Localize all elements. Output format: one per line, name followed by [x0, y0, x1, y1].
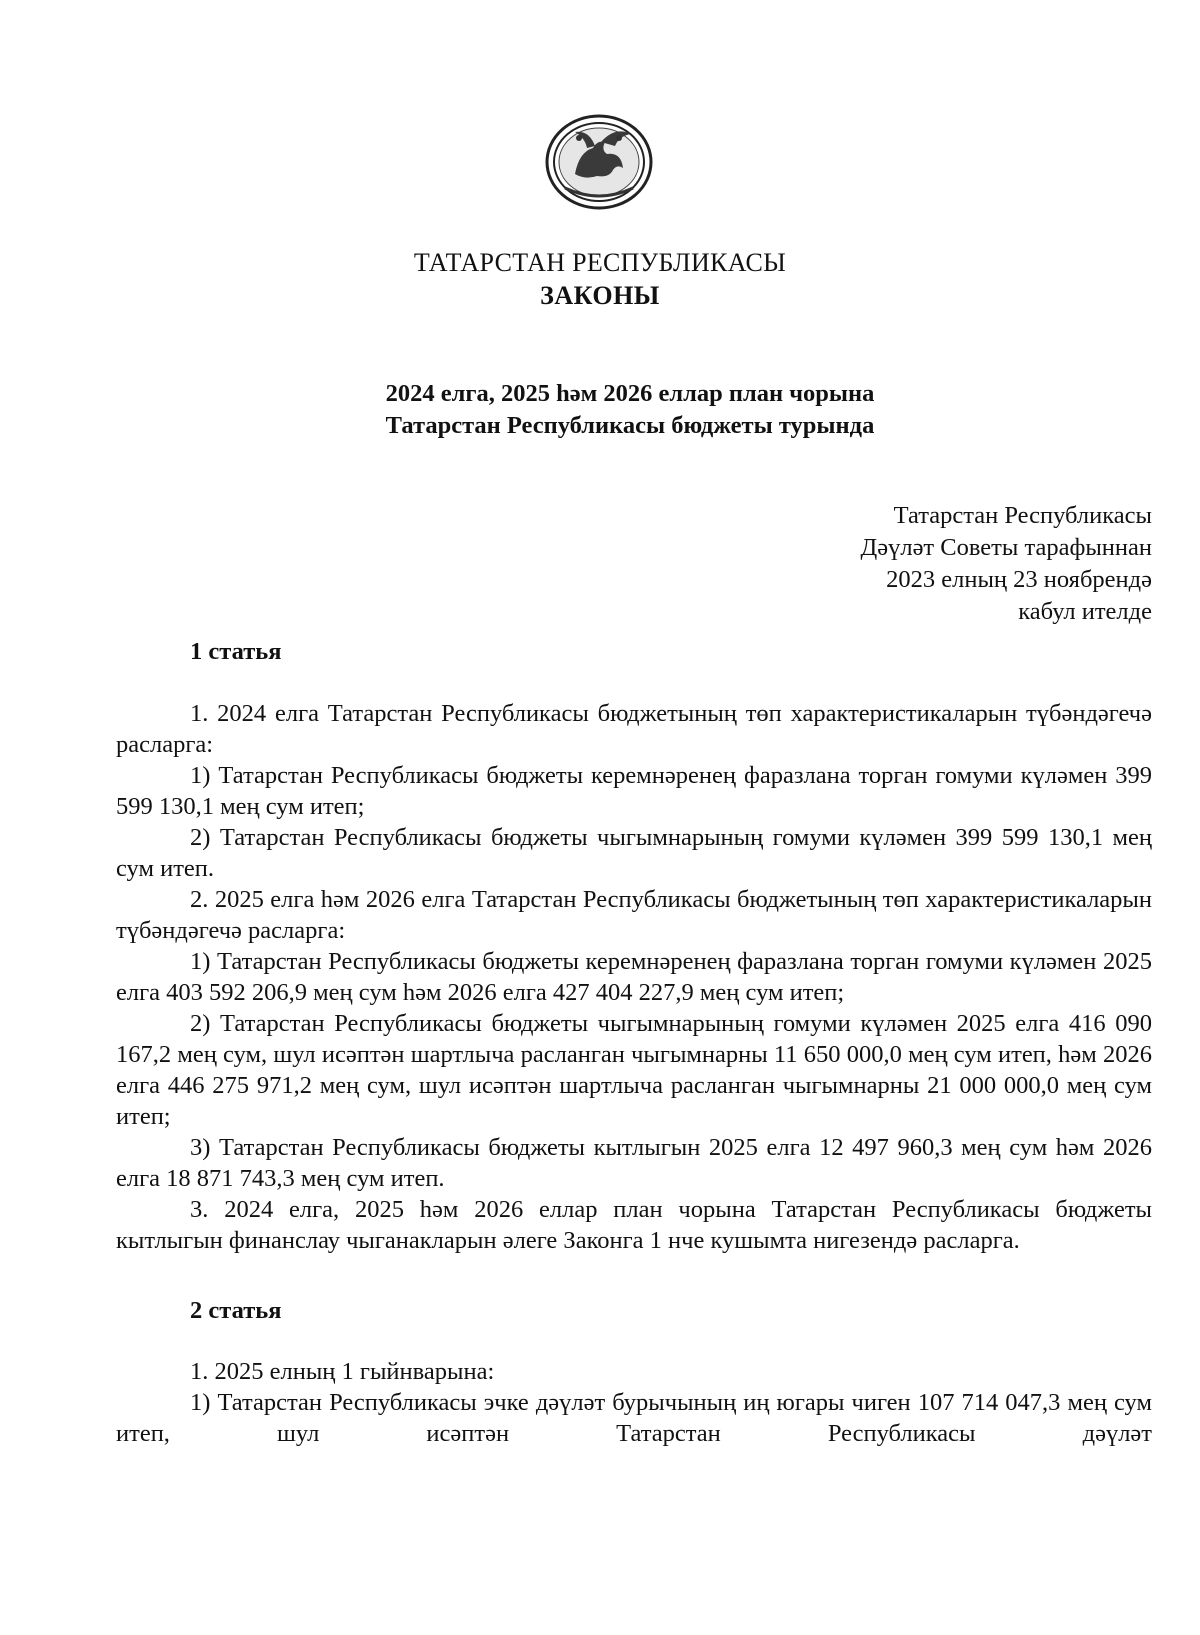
adoption-note: [861, 500, 1153, 628]
paragraph: 1. 2025 елның 1 гыйнварына:: [190, 1358, 495, 1385]
coat-of-arms-icon: [535, 112, 663, 216]
law-title-line-1: 2024 елга, 2025 һәм 2026 еллар план чорына: [385, 380, 875, 407]
law-heading: ЗАКОНЫ: [540, 281, 660, 310]
tatarstan-coat-of-arms-emblem: [535, 112, 663, 216]
paragraph: 1) Татарстан Республикасы эчке дәүләт бурычының иң югары чиген 107 714 047,3 мең сум итеп, шул исәптән Татарстан Республикасы дәүләт: [116, 1389, 1152, 1447]
paragraph: 1. 2024 елга Татарстан Республикасы бюджетының төп характеристикаларын түбәндәгечә расларга:: [116, 700, 1152, 758]
adoption-line: Татарстан Республикасы: [893, 502, 1152, 529]
article-1-heading: 1 статья: [190, 638, 282, 665]
paragraph: 1) Татарстан Республикасы бюджеты керемнәренең фаразлана торган гомуми күләмен 399 599 130,1 мең сум итеп;: [116, 762, 1152, 820]
article-2-heading: 2 статья: [190, 1297, 282, 1324]
republic-heading: ТАТАРСТАН РЕСПУБЛИКАСЫ: [413, 248, 787, 277]
paragraph: 3) Татарстан Республикасы бюджеты кытлыгын 2025 елга 12 497 960,3 мең сум һәм 2026 елга 18 871 743,3 мең сум итеп.: [116, 1134, 1152, 1192]
article-1-body: [116, 698, 1152, 1256]
paragraph: 2) Татарстан Республикасы бюджеты чыгымнарының гомуми күләмен 399 599 130,1 мең сум итеп.: [116, 824, 1152, 882]
adoption-line: 2023 елның 23 ноябрендә: [886, 566, 1152, 593]
paragraph: 2. 2025 елга һәм 2026 елга Татарстан Республикасы бюджетының төп характеристикаларын түбәндәгечә расларга:: [116, 886, 1152, 944]
paragraph: 3. 2024 елга, 2025 һәм 2026 еллар план чорына Татарстан Республикасы бюджеты кытлыгын финанслау чыганакларын әлеге Законга 1 нче кушымта нигезендә расларга.: [116, 1196, 1152, 1254]
law-title-line-2: Татарстан Республикасы бюджеты турында: [385, 412, 875, 439]
paragraph: 1) Татарстан Республикасы бюджеты керемнәренең фаразлана торган гомуми күләмен 2025 елга 403 592 206,9 мең сум һәм 2026 елга 427 404 227,9 мең сум итеп;: [116, 948, 1152, 1006]
article-2-body: [116, 1356, 1152, 1449]
paragraph: 2) Татарстан Республикасы бюджеты чыгымнарының гомуми күләмен 2025 елга 416 090 167,2 мең сум, шул исәптән шартлыча расланган чыгымнарны 11 650 000,0 мең сум итеп, һәм 2026 елга 446 275 971,2 мең сум, шул исәптән шартлыча расланган чыгымнарны 21 000 000,0 мең сум итеп;: [116, 1010, 1152, 1130]
adoption-line: кабул ителде: [1018, 598, 1152, 625]
adoption-line: Дәүләт Советы тарафыннан: [860, 534, 1152, 561]
